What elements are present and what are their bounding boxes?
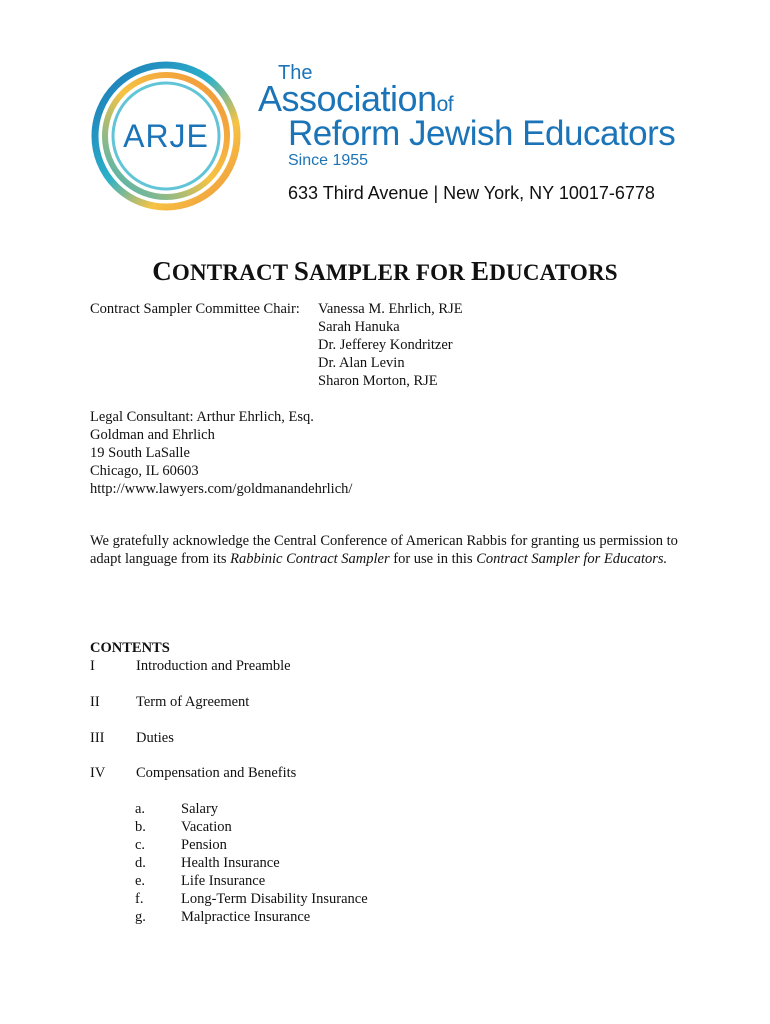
toc-item-introduction: Introduction and Preamble	[136, 658, 291, 674]
toc-sub-item: Life Insurance	[181, 873, 266, 889]
brand-the: The	[278, 62, 313, 84]
brand-association: Association	[258, 78, 437, 119]
legal-url[interactable]: http://www.lawyers.com/goldmanandehrlich/	[90, 481, 353, 497]
toc-sub-item: Health Insurance	[181, 855, 280, 871]
toc-item-duties: Duties	[136, 730, 174, 746]
committee-member: Dr. Alan Levin	[318, 355, 405, 371]
toc-sub-item: Malpractice Insurance	[181, 909, 311, 925]
contents-heading: CONTENTS	[90, 640, 170, 656]
toc-sub-letter: c.	[135, 837, 146, 853]
committee-member: Dr. Jefferey Kondritzer	[318, 337, 453, 353]
brand-reform: Reform Jewish Educators	[288, 114, 676, 153]
toc-sub-letter: g.	[135, 909, 146, 925]
logo-text: ARJE	[123, 117, 209, 154]
committee-member: Sarah Hanuka	[318, 319, 400, 335]
toc-number: III	[90, 730, 105, 746]
toc-number: I	[90, 658, 95, 674]
toc-sub-letter: e.	[135, 873, 146, 889]
legal-city: Chicago, IL 60603	[90, 463, 199, 479]
committee-label: Contract Sampler Committee Chair:	[90, 301, 300, 317]
legal-consultant: Legal Consultant: Arthur Ehrlich, Esq.	[90, 409, 314, 425]
brand-of: of	[436, 93, 454, 116]
toc-item-term: Term of Agreement	[136, 694, 250, 710]
committee-member: Vanessa M. Ehrlich, RJE	[318, 301, 463, 317]
committee-member: Sharon Morton, RJE	[318, 373, 438, 389]
toc-sub-letter: f.	[135, 891, 144, 907]
brand-since: Since 1955	[288, 152, 369, 169]
toc-sub-letter: d.	[135, 855, 146, 871]
toc-sub-letter: a.	[135, 801, 146, 817]
toc-sub-item: Vacation	[181, 819, 232, 835]
toc-sub-item: Pension	[181, 837, 227, 853]
document-title: CONTRACT SAMPLER FOR EDUCATORS	[152, 256, 618, 286]
acknowledgement-paragraph: We gratefully acknowledge the Central Conference of American Rabbis for granting us permission to adapt language from its Rabbinic Contract Sampler for use in this Contract Sampler for Educators.	[90, 533, 678, 567]
letterhead	[0, 0, 770, 230]
legal-firm: Goldman and Ehrlich	[90, 427, 215, 443]
toc-number: IV	[90, 765, 106, 781]
toc-item-compensation: Compensation and Benefits	[136, 765, 297, 781]
toc-number: II	[90, 694, 100, 710]
toc-sub-letter: b.	[135, 819, 146, 835]
arje-logo	[90, 60, 242, 212]
address: 633 Third Avenue | New York, NY 10017-6778	[288, 183, 655, 203]
legal-street: 19 South LaSalle	[90, 445, 190, 461]
toc-sub-item: Salary	[181, 801, 219, 817]
toc-sub-item: Long-Term Disability Insurance	[181, 891, 368, 907]
